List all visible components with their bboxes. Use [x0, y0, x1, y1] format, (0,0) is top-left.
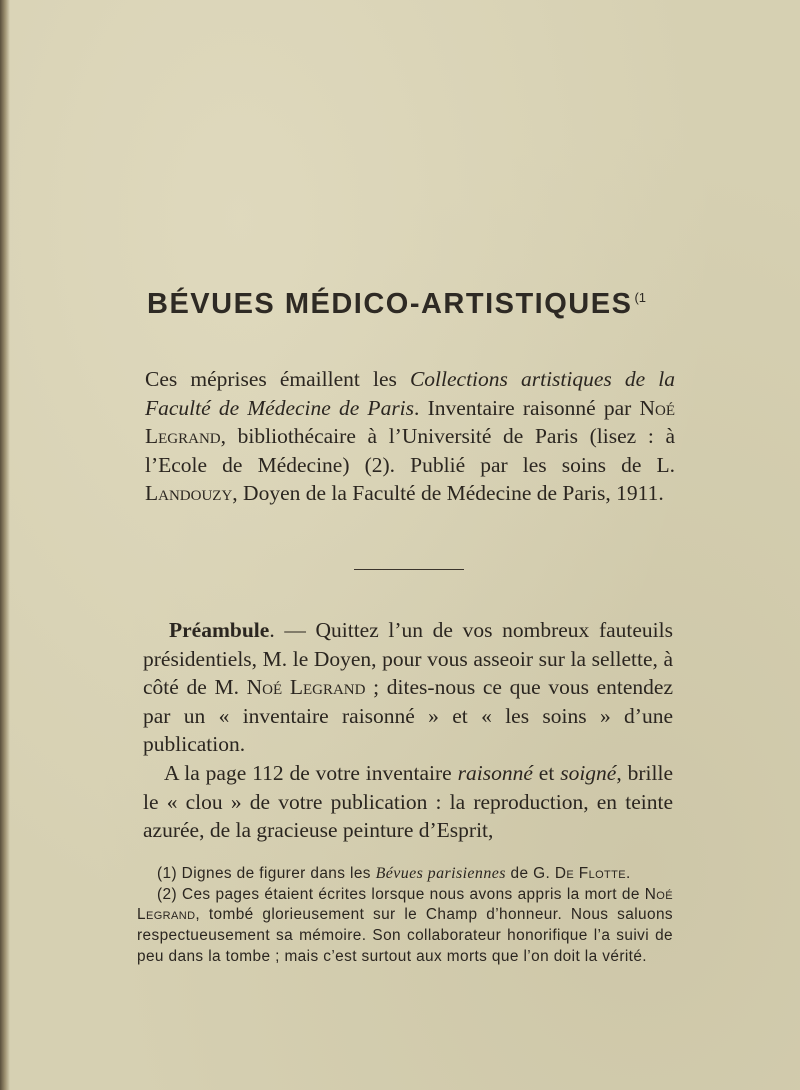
- preambule-p2-text-a: A la page 112 de votre inventaire: [164, 760, 458, 785]
- footnote-1-text-a: (1) Dignes de figurer dans les: [157, 865, 376, 882]
- footnote-1-italic: Bévues parisiennes: [375, 865, 506, 882]
- preambule-p2-text-b: , brille le « clou » de votre publication : la reproduction, en teinte azurée, de la gracieuse peinture d’Esprit,: [143, 760, 673, 843]
- preambule-name-first: Noé: [246, 675, 283, 700]
- page-title: [147, 288, 646, 321]
- preambule-p1-text-b: ; dites-nous ce que vous entendez par un « inventaire raisonné » et « les soins » d’une publication.: [143, 675, 674, 757]
- intro-text-3: , bibliothécaire à l’Université de Paris (lisez : à l’Ecole de Médecine) (2). Publié par les soins de L.: [145, 424, 675, 477]
- preambule-paragraph-2: [143, 759, 673, 845]
- intro-text-1: Ces méprises émaillent les: [145, 367, 410, 391]
- preambule-paragraph-1: [143, 616, 673, 759]
- intro-collections-title-2: Faculté de Médecine de Paris: [145, 395, 415, 420]
- intro-author-first-name: Noé: [639, 395, 675, 420]
- title-footnote-marker: (1: [634, 290, 646, 306]
- intro-text-2: . Inventaire raisonné par: [414, 395, 640, 420]
- footnote-1-name: De Flotte: [554, 865, 627, 882]
- preambule-p2-mid: et: [532, 760, 561, 785]
- footnote-1: [137, 864, 673, 885]
- footnotes: [137, 864, 673, 968]
- intro-author-last-name: Legrand: [145, 424, 221, 449]
- footnote-2: [137, 885, 673, 968]
- intro-dean-name: Landouzy: [145, 481, 233, 506]
- section-separator-rule: [354, 569, 464, 570]
- preambule-section: [143, 616, 673, 845]
- footnote-1-end: .: [626, 865, 631, 882]
- page-title-text: BÉVUES MÉDICO-ARTISTIQUES: [147, 288, 633, 320]
- footnote-2-text-b: , tombé glorieusement sur le Champ d’honneur. Nous saluons respectueusement sa mémoire. Son collaborateur honorifique l’a suivi de peu dans la tombe ; mais c’est surtout aux morts que l’on doit la vérité.: [137, 906, 673, 965]
- page-binding-edge: [0, 0, 10, 1090]
- footnote-2-text-a: (2) Ces pages étaient écrites lorsque nous avons appris la mort de: [157, 885, 645, 903]
- preambule-name-last: Legrand: [289, 675, 366, 700]
- preambule-heading: Préambule: [169, 618, 270, 642]
- footnote-1-text-b: de G.: [505, 865, 555, 882]
- intro-text-4: , Doyen de la Faculté de Médecine de Paris, 1911.: [232, 481, 664, 506]
- intro-collections-title-1: Collections artistiques de la: [409, 367, 675, 391]
- footnote-2-name: Noé Legrand: [137, 885, 673, 924]
- preambule-p2-italic-2: soigné: [560, 760, 617, 785]
- preambule-p2-italic-1: raisonné: [457, 760, 533, 785]
- preambule-p1-text-a: . — Quittez l’un de vos nombreux fauteuils présidentiels, M. le Doyen, pour vous asseoir sur la sellette, à côté de M.: [143, 618, 673, 700]
- intro-paragraph: [145, 365, 675, 508]
